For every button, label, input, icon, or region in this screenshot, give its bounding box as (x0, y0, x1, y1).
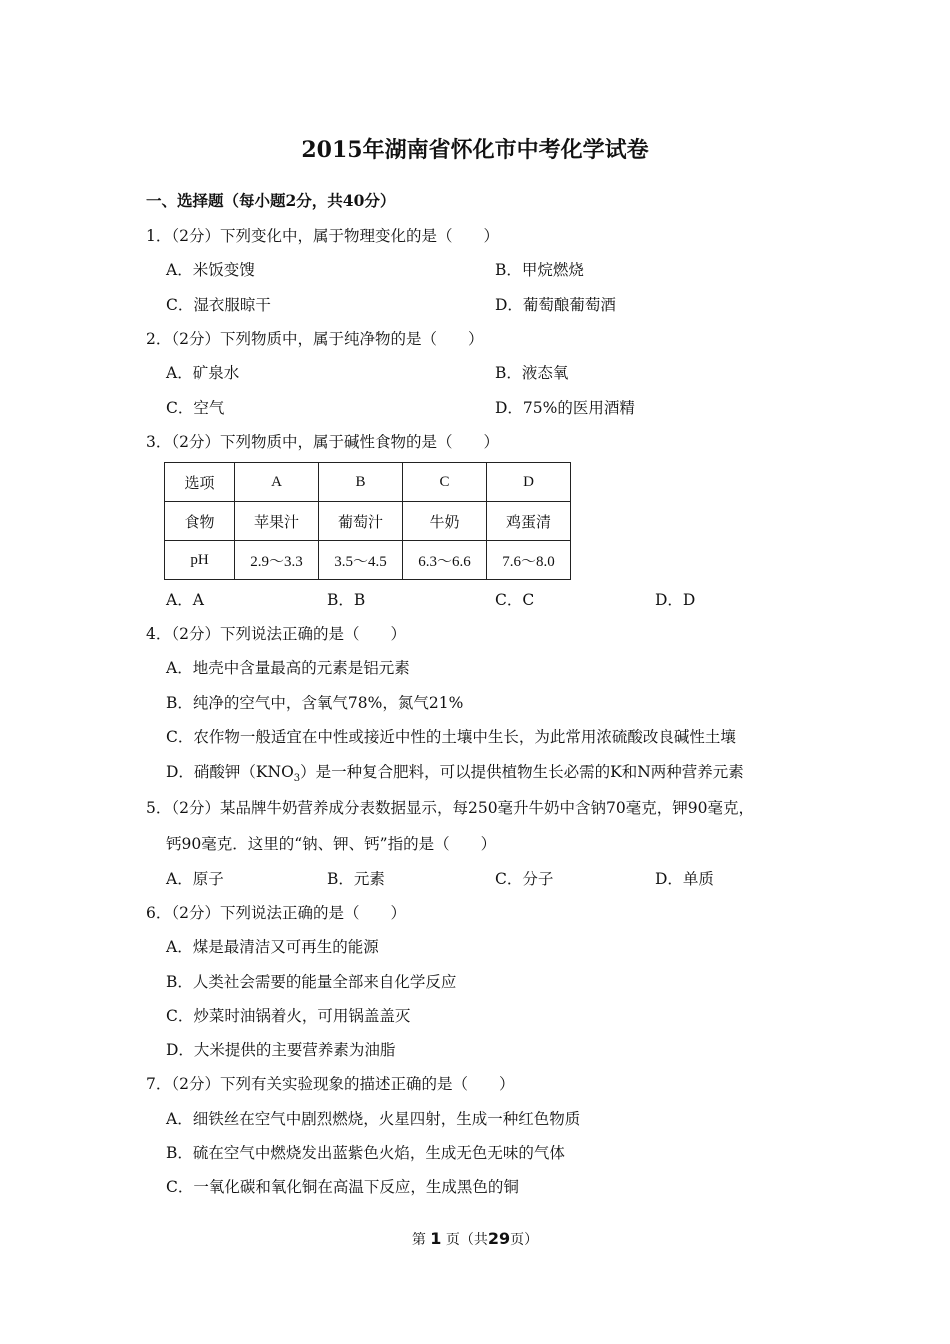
table-cell: C (403, 463, 487, 502)
table-cell: 食物 (165, 502, 235, 541)
page-number: 1 (430, 1229, 442, 1248)
q1-option-d: D．葡萄酿葡萄酒 (495, 296, 616, 314)
q7-option-c: C．一氧化碳和氧化铜在高温下反应，生成黑色的铜 (166, 1178, 519, 1196)
footer-text: 页（共 (445, 1232, 488, 1248)
q3-option-c: C．C (495, 591, 535, 609)
footer-text: 页） (510, 1232, 539, 1248)
table-cell: 苹果汁 (235, 502, 319, 541)
page-title: 2015年湖南省怀化市中考化学试卷 (301, 137, 649, 163)
table-cell: A (235, 463, 319, 502)
q2-option-d: D．75%的医用酒精 (495, 399, 635, 417)
q4-option-d-text-rest: ）是一种复合肥料，可以提供植物生长必需的K和N两种营养元素 (300, 763, 744, 781)
question-4-stem: 4．（2分）下列说法正确的是（ ） (146, 625, 406, 643)
table-cell: D (487, 463, 571, 502)
table-cell: 6.3～6.6 (403, 541, 487, 580)
table-row (165, 463, 571, 502)
table-cell: 3.5～4.5 (319, 541, 403, 580)
q7-option-a: A．细铁丝在空气中剧烈燃烧，火星四射，生成一种红色物质 (166, 1110, 581, 1128)
q5-option-b: B．元素 (327, 870, 385, 888)
ph-table (164, 462, 571, 580)
table-row (165, 502, 571, 541)
question-6-stem: 6．（2分）下列说法正确的是（ ） (146, 904, 406, 922)
q4-option-b: B．纯净的空气中，含氧气78%，氮气21% (166, 694, 464, 712)
question-2-stem: 2．（2分）下列物质中，属于纯净物的是（ ） (146, 330, 484, 348)
q5-option-d: D．单质 (655, 870, 714, 888)
table-cell: B (319, 463, 403, 502)
question-7-stem: 7．（2分）下列有关实验现象的描述正确的是（ ） (146, 1075, 515, 1093)
q7-option-b: B．硫在空气中燃烧发出蓝紫色火焰，生成无色无味的气体 (166, 1144, 565, 1162)
q4-option-a: A．地壳中含量最高的元素是铝元素 (166, 659, 410, 677)
q4-option-d-text: D．硝酸钾（KNO (166, 763, 294, 781)
q3-option-d: D．D (655, 591, 696, 609)
table-cell: 鸡蛋清 (487, 502, 571, 541)
q4-option-d (166, 760, 744, 784)
subscript-3: 3 (293, 773, 301, 785)
q6-option-a: A．煤是最清洁又可再生的能源 (166, 938, 379, 956)
table-cell: 葡萄汁 (319, 502, 403, 541)
q6-option-c: C．炒菜时油锅着火，可用锅盖盖灭 (166, 1007, 411, 1025)
table-cell: pH (165, 541, 235, 580)
table-cell: 选项 (165, 463, 235, 502)
q5-option-c: C．分子 (495, 870, 554, 888)
table-row (165, 541, 571, 580)
q3-option-b: B．B (327, 591, 366, 609)
table-cell: 7.6～8.0 (487, 541, 571, 580)
section-heading: 一、选择题（每小题2分，共40分） (146, 191, 396, 210)
question-5-stem-cont: 钙90毫克．这里的“钠、钾、钙”指的是（ ） (166, 835, 497, 853)
question-5-stem: 5．（2分）某品牌牛奶营养成分表数据显示，每250毫升牛奶中含钠70毫克，钾90毫克， (146, 799, 755, 817)
q2-option-c: C．空气 (166, 399, 225, 417)
question-3-stem: 3．（2分）下列物质中，属于碱性食物的是（ ） (146, 433, 499, 451)
q2-option-b: B．液态氧 (495, 364, 569, 382)
q5-option-a: A．原子 (166, 870, 224, 888)
q6-option-d: D．大米提供的主要营养素为油脂 (166, 1041, 396, 1059)
table-cell: 2.9～3.3 (235, 541, 319, 580)
q1-option-b: B．甲烷燃烧 (495, 261, 584, 279)
question-1-stem: 1．（2分）下列变化中，属于物理变化的是（ ） (146, 227, 499, 245)
page-footer (0, 1229, 950, 1249)
q1-option-a: A．米饭变馊 (166, 261, 255, 279)
q1-option-c: C．湿衣服晾干 (166, 296, 271, 314)
footer-text: 第 (411, 1232, 426, 1248)
page-total: 29 (487, 1229, 511, 1248)
q2-option-a: A．矿泉水 (166, 364, 240, 382)
q6-option-b: B．人类社会需要的能量全部来自化学反应 (166, 973, 457, 991)
q4-option-c: C．农作物一般适宜在中性或接近中性的土壤中生长，为此常用浓硫酸改良碱性土壤 (166, 728, 736, 746)
table-cell: 牛奶 (403, 502, 487, 541)
q3-option-a: A．A (166, 591, 204, 609)
